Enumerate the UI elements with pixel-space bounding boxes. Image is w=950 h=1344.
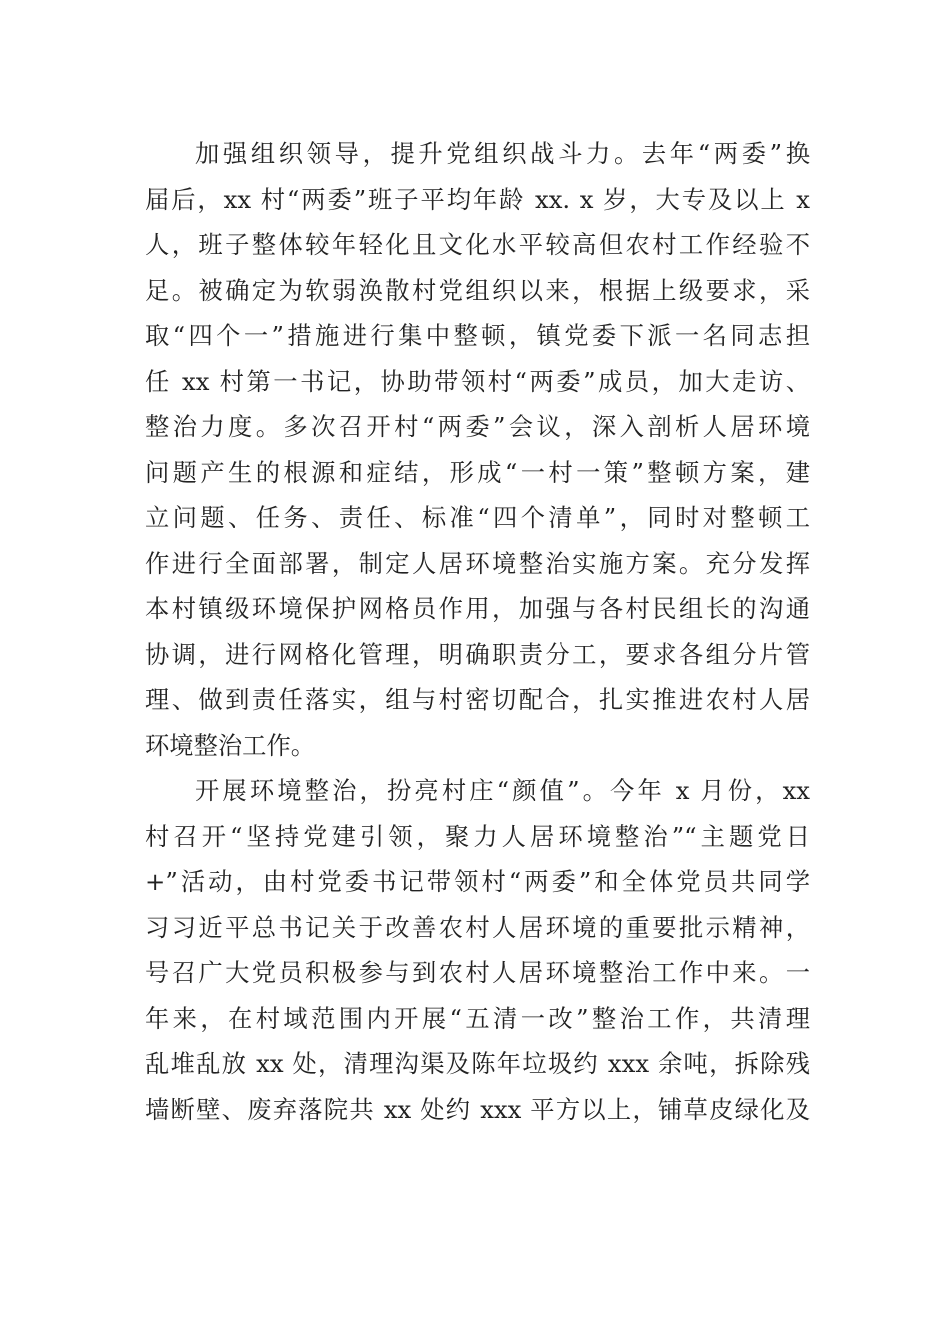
text-line: 任 xx 村第一书记，协助带领村“两委”成员，加大走访、 [145, 366, 810, 396]
text-line: 理、做到责任落实，组与村密切配合，扎实推进农村人居 [145, 685, 810, 714]
text-line: 习习近平总书记关于改善农村人居环境的重要批示精神， [145, 912, 810, 942]
text-line: 年来，在村域范围内开展“五清一改”整治工作，共清理 [145, 1003, 810, 1033]
text-line: 立问题、任务、责任、标准“四个清单”，同时对整顿工 [145, 503, 810, 532]
text-line: 作进行全面部署，制定人居环境整治实施方案。充分发挥 [145, 548, 810, 578]
text-line: 足。被确定为软弱涣散村党组织以来，根据上级要求，采 [145, 275, 810, 305]
text-line: 整治力度。多次召开村“两委”会议，深入剖析人居环境 [145, 412, 810, 441]
text-line: +”活动，由村党委书记带领村“两委”和全体党员共同学 [145, 867, 810, 896]
text-line: 开展环境整治，扮亮村庄“颜值”。今年 x 月份，xx [195, 776, 810, 805]
text-line: 号召广大党员积极参与到农村人居环境整治工作中来。一 [145, 958, 810, 987]
paragraph-organization-leadership [145, 131, 810, 768]
text-line: 取“四个一”措施进行集中整顿，镇党委下派一名同志担 [145, 321, 810, 350]
text-line: 协调，进行网格化管理，明确职责分工，要求各组分片管 [145, 639, 810, 669]
text-line: 本村镇级环境保护网格员作用，加强与各村民组长的沟通 [145, 594, 810, 623]
text-line: 环境整治工作。 [145, 730, 316, 760]
document-body [145, 131, 810, 1132]
text-line: 墙断壁、废弃落院共 xx 处约 xxx 平方以上，铺草皮绿化及 [145, 1094, 810, 1124]
text-line: 问题产生的根源和症结，形成“一村一策”整顿方案，建 [145, 457, 810, 487]
text-line: 加强组织领导，提升党组织战斗力。去年“两委”换 [195, 139, 810, 168]
text-line: 人，班子整体较年轻化且文化水平较高但农村工作经验不 [145, 230, 810, 259]
paragraph-environment-improvement [145, 768, 810, 1132]
text-line: 村召开“坚持党建引领，聚力人居环境整治”“主题党日 [145, 821, 810, 851]
text-line: 届后，xx 村“两委”班子平均年龄 xx. x 岁，大专及以上 x [145, 184, 810, 214]
text-line: 乱堆乱放 xx 处，清理沟渠及陈年垃圾约 xxx 余吨，拆除残 [145, 1049, 810, 1078]
